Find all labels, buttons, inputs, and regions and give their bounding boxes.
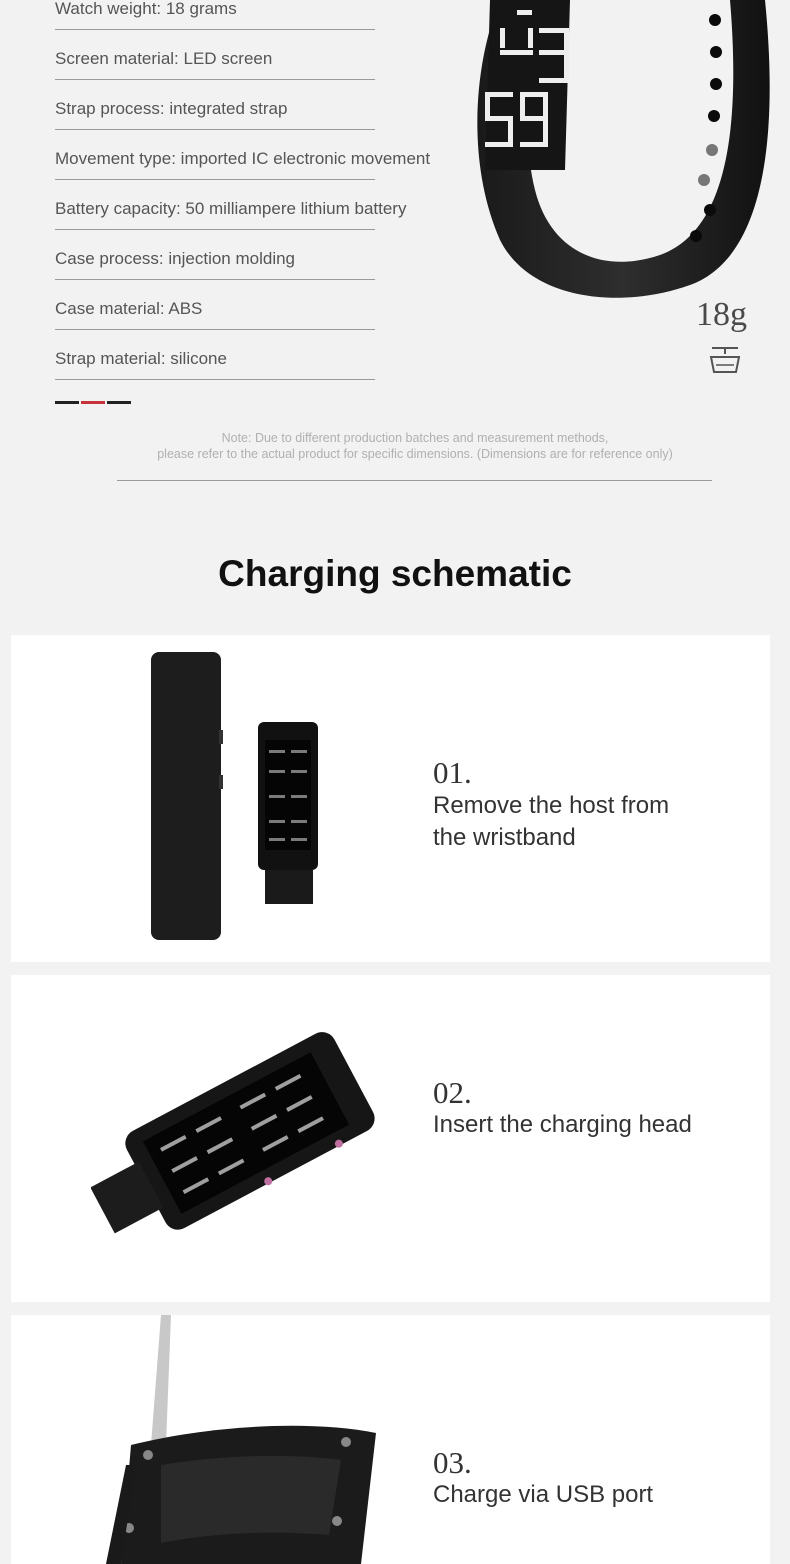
spec-row-movement (55, 129, 431, 180)
step-line: Insert the charging head (433, 1111, 692, 1138)
step-panel-3 (11, 1315, 770, 1564)
step-description (433, 790, 753, 854)
spec-row-case-process (55, 229, 375, 280)
step-description (433, 1109, 753, 1141)
charging-head-image (91, 1010, 391, 1250)
spec-text: Screen material: LED screen (55, 49, 273, 68)
spec-row-screen (55, 29, 375, 80)
note-divider (117, 480, 712, 481)
note-line-1: Note: Due to different production batches and measurement methods, (221, 431, 609, 445)
step-number: 01. (433, 755, 472, 790)
step-line: Charge via USB port (433, 1481, 654, 1508)
spec-row-strap-process (55, 79, 375, 130)
step-number: 02. (433, 1075, 472, 1110)
step-description (433, 1479, 753, 1511)
spec-row-weight (55, 0, 375, 30)
spec-row-strap-material (55, 329, 375, 380)
divider-dash-accent (81, 401, 105, 404)
note-line-2: please refer to the actual product for specific dimensions. (Dimensions are for reference only) (157, 447, 673, 461)
spec-text: Strap process: integrated strap (55, 99, 288, 118)
spec-text: Strap material: silicone (55, 349, 227, 368)
spec-row-battery (55, 179, 407, 230)
host-removed-image (141, 650, 341, 945)
usb-port-image (11, 1315, 411, 1564)
spec-row-case-material (55, 279, 375, 330)
spec-text: Movement type: imported IC electronic movement (55, 149, 431, 168)
divider-dash (55, 401, 79, 404)
section-title: Charging schematic (218, 553, 572, 594)
dimension-note (60, 430, 770, 462)
step-panel-2 (11, 975, 770, 1302)
divider-dash (107, 401, 131, 404)
weight-label: 18g (696, 296, 747, 333)
spec-text: Battery capacity: 50 milliampere lithium battery (55, 199, 407, 218)
wristband-image (460, 0, 790, 310)
scale-icon (708, 345, 742, 375)
spec-text: Watch weight: 18 grams (55, 0, 237, 18)
step-number: 03. (433, 1445, 472, 1480)
step-line: the wristband (433, 824, 576, 851)
spec-text: Case material: ABS (55, 299, 203, 318)
step-panel-1 (11, 635, 770, 962)
step-line: Remove the host from (433, 792, 670, 819)
spec-text: Case process: injection molding (55, 249, 296, 268)
